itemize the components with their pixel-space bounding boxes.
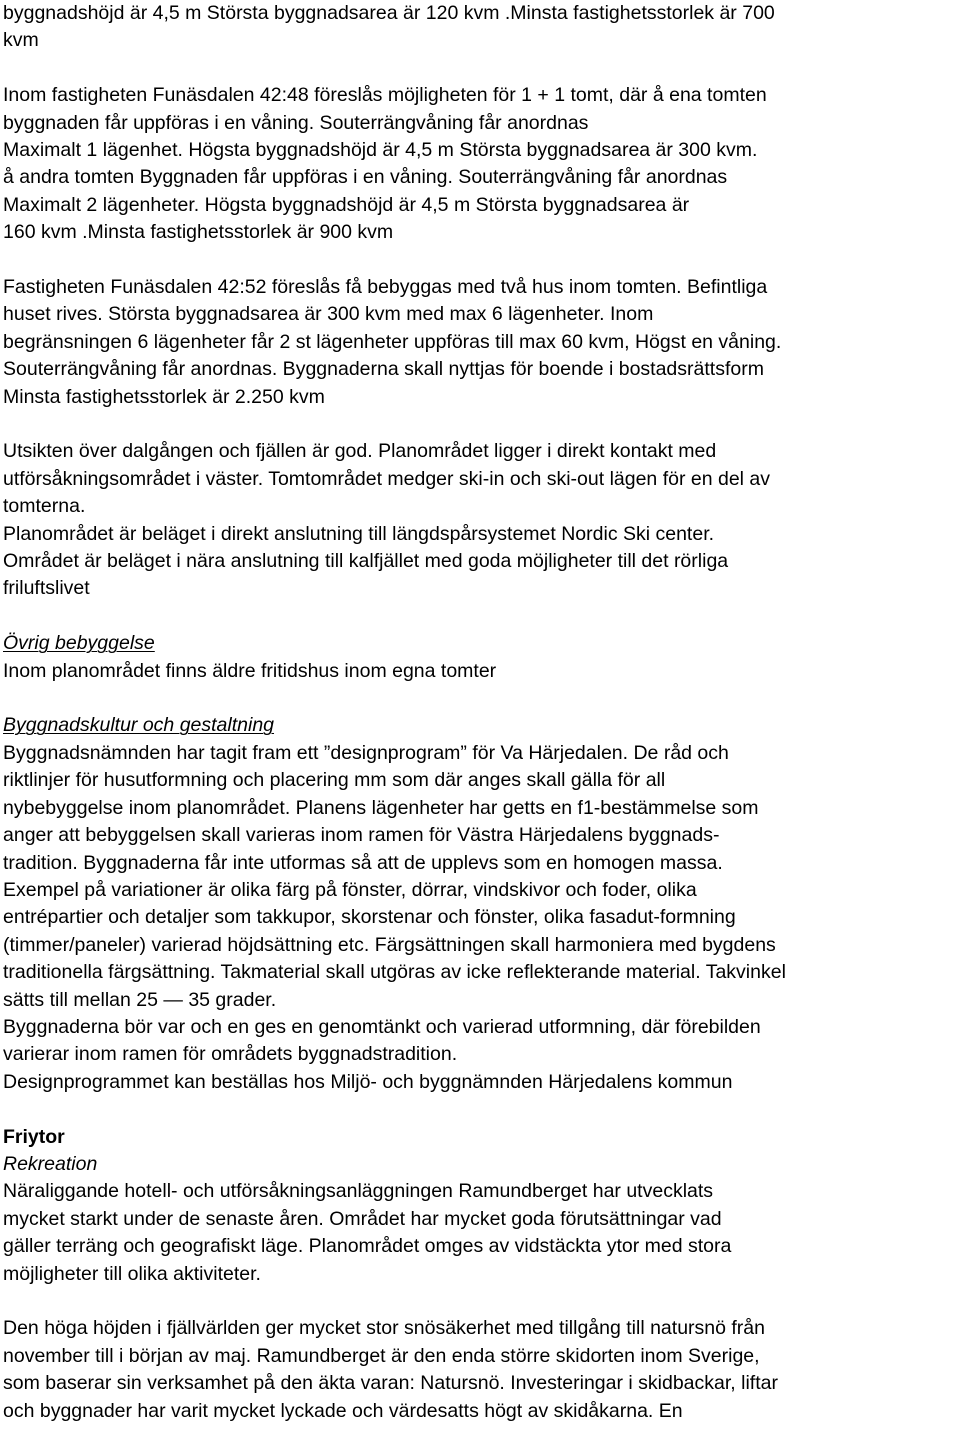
text-line: Byggnadsnämnden har tagit fram ett ”designprogram” för Va Härjedalen. De råd och — [3, 741, 729, 764]
paragraph-gap — [3, 685, 960, 712]
section-heading: Byggnadskultur och gestaltning — [3, 714, 275, 737]
text-line: varierar inom ramen för områdets byggnadstradition. — [3, 1043, 458, 1066]
text-line: Inom planområdet finns äldre fritidshus inom egna tomter — [3, 659, 497, 682]
text-line: begränsningen 6 lägenheter får 2 st lägenheter uppföras till max 60 kvm, Högst en våning. — [3, 330, 782, 353]
paragraph-gap — [3, 1288, 960, 1315]
text-line: Souterrängvåning får anordnas. Byggnaderna skall nyttjas för boende i bostadsrättsform — [3, 358, 764, 381]
text-line: Maximalt 1 lägenhet. Högsta byggnadshöjd är 4,5 m Största byggnadsarea är 300 kvm. — [3, 139, 758, 162]
section-ovrig-bebyggelse — [3, 630, 960, 685]
text-line: å andra tomten Byggnaden får uppföras i en våning. Souterrängvåning får anordnas — [3, 166, 728, 189]
text-line: Området är beläget i nära anslutning till kalfjället med goda möjligheter till det rörliga — [3, 550, 729, 573]
paragraph-gap — [3, 411, 960, 438]
text-line: riktlinjer för husutformning och placering mm som där anges skall gälla för all — [3, 769, 666, 792]
text-line: friluftslivet — [3, 577, 90, 600]
section-friytor — [3, 1124, 960, 1288]
text-line: (timmer/paneler) varierad höjdsättning etc. Färgsättningen skall harmoniera med bygdens — [3, 933, 776, 956]
text-line: nybebyggelse inom planområdet. Planens lägenheter har getts en f1-bestämmelse som — [3, 796, 759, 819]
text-line: kvm — [3, 29, 39, 52]
paragraph-snow-security — [3, 1315, 960, 1425]
text-line: Näraliggande hotell- och utförsåkningsanläggningen Ramundberget har utvecklats — [3, 1180, 714, 1203]
text-line: gäller terräng och geografiskt läge. Planområdet omges av vidstäckta ytor med stora — [3, 1235, 732, 1258]
document-page — [3, 0, 960, 1425]
paragraph-gap — [3, 247, 960, 274]
text-line: och byggnader har varit mycket lyckade och värdesatts högt av skidåkarna. En — [3, 1399, 683, 1422]
paragraph-views-and-access — [3, 438, 960, 602]
text-line: huset rives. Största byggnadsarea är 300 kvm med max 6 lägenheter. Inom — [3, 303, 654, 326]
paragraph-gap — [3, 1096, 960, 1123]
text-line: Inom fastigheten Funäsdalen 42:48 föreslås möjligheten för 1 + 1 tomt, där å ena tomten — [3, 84, 767, 107]
text-line: utförsåkningsområdet i väster. Tomtområdet medger ski-in och ski-out lägen för en del av — [3, 467, 771, 490]
paragraph-funasdalen-42-48 — [3, 82, 960, 246]
text-line: tomterna. — [3, 495, 86, 518]
text-line: Minsta fastighetsstorlek är 2.250 kvm — [3, 385, 325, 408]
section-byggnadskultur — [3, 712, 960, 1096]
section-heading-bold: Friytor — [3, 1125, 65, 1148]
text-line: Maximalt 2 lägenheter. Högsta byggnadshöjd är 4,5 m Största byggnadsarea är — [3, 193, 690, 216]
text-line: som baserar sin verksamhet på den äkta varan: Natursnö. Investeringar i skidbackar, liftar — [3, 1372, 778, 1395]
subsection-heading: Rekreation — [3, 1152, 98, 1175]
text-line: 160 kvm .Minsta fastighetsstorlek är 900 kvm — [3, 221, 394, 244]
text-line: Exempel på variationer är olika färg på fönster, dörrar, vindskivor och foder, olika — [3, 878, 697, 901]
text-line: mycket starkt under de senaste åren. Området har mycket goda förutsättningar vad — [3, 1207, 722, 1230]
text-line: Den höga höjden i fjällvärlden ger mycket stor snösäkerhet med tillgång till natursnö från — [3, 1317, 765, 1340]
text-line: möjligheter till olika aktiviteter. — [3, 1262, 261, 1285]
text-line: Utsikten över dalgången och fjällen är god. Planområdet ligger i direkt kontakt med — [3, 440, 717, 463]
text-line: tradition. Byggnaderna får inte utformas så att de upplevs som en homogen massa. — [3, 851, 723, 874]
text-line: anger att bebyggelsen skall varieras inom ramen för Västra Härjedalens byggnads- — [3, 824, 720, 847]
paragraph-building-limits-1 — [3, 0, 960, 55]
text-line: byggnaden får uppföras i en våning. Souterrängvåning får anordnas — [3, 111, 589, 134]
section-heading: Övrig bebyggelse — [3, 632, 155, 655]
text-line: Fastigheten Funäsdalen 42:52 föreslås få bebyggas med två hus inom tomten. Befintliga — [3, 276, 768, 299]
text-line: entrépartier och detaljer som takkupor, skorstenar och fönster, olika fasadut-formning — [3, 906, 736, 929]
paragraph-gap — [3, 55, 960, 82]
paragraph-gap — [3, 603, 960, 630]
text-line: Byggnaderna bör var och en ges en genomtänkt och varierad utformning, där förebilden — [3, 1015, 761, 1038]
paragraph-funasdalen-42-52 — [3, 274, 960, 411]
text-line: Designprogrammet kan beställas hos Miljö- och byggnämnden Härjedalens kommun — [3, 1070, 733, 1093]
text-line: traditionella färgsättning. Takmaterial skall utgöras av icke reflekterande material. Takvinkel — [3, 961, 786, 984]
text-line: november till i början av maj. Ramundberget är den enda större skidorten inom Sverige, — [3, 1344, 760, 1367]
text-line: byggnadshöjd är 4,5 m Största byggnadsarea är 120 kvm .Minsta fastighetsstorlek är 700 — [3, 2, 775, 24]
text-line: Planområdet är beläget i direkt anslutning till längdspårsystemet Nordic Ski center. — [3, 522, 715, 545]
text-line: sätts till mellan 25 — 35 grader. — [3, 988, 277, 1011]
